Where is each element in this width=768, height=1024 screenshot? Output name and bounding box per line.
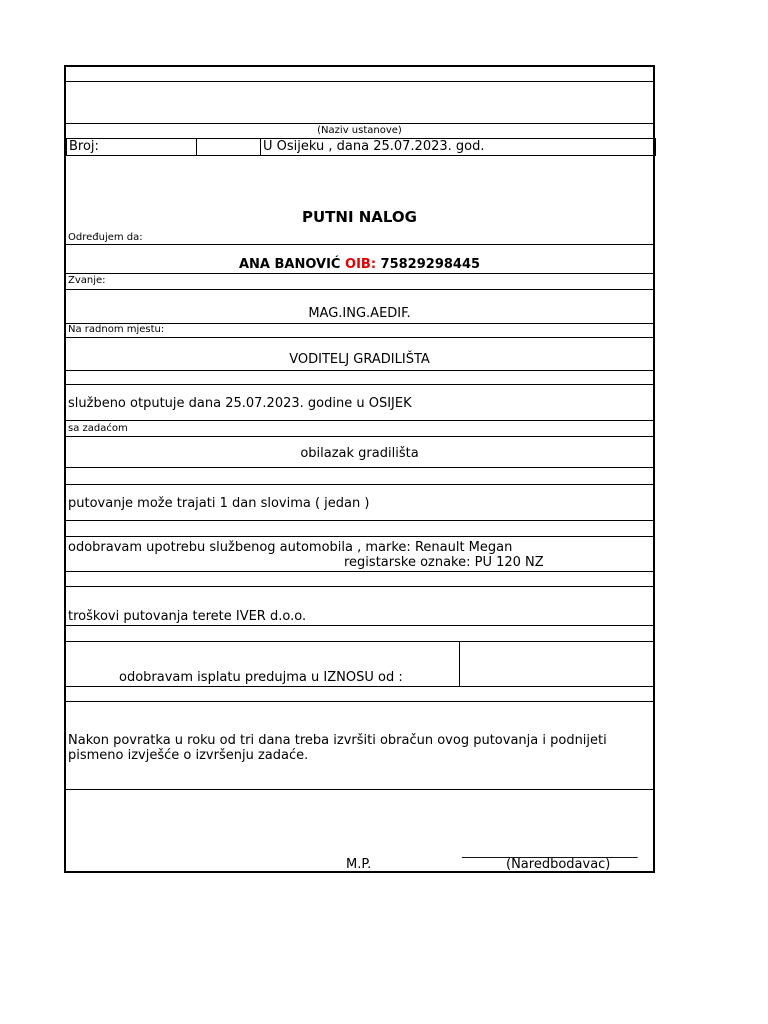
- divider: [66, 123, 653, 124]
- duration-text: putovanje može trajati 1 dan slovima ( jedan ): [68, 496, 370, 511]
- vehicle-line1: odobravam upotrebu službenog automobila , marke: Renault Megan: [68, 540, 513, 555]
- divider: [66, 420, 653, 421]
- person-label: Određujem da:: [68, 232, 143, 243]
- advance-text: odobravam isplatu predujma u IZNOSU od :: [119, 670, 403, 685]
- divider: [66, 789, 653, 790]
- issuer-label: (Naredbodavac): [506, 857, 611, 872]
- institution-label: (Naziv ustanove): [317, 125, 402, 136]
- divider: [66, 370, 653, 371]
- divider: [66, 536, 653, 537]
- place-date: U Osijeku , dana 25.07.2023. god.: [263, 139, 485, 154]
- note-line1: Nakon povratka u roku od tri dana treba izvršiti obračun ovog putovanja i podnijeti: [68, 733, 607, 748]
- divider: [66, 701, 653, 702]
- travel-text: službeno otputuje dana 25.07.2023. godine u OSIJEK: [68, 396, 412, 411]
- person-name: ANA BANOVIĆ: [238, 257, 341, 272]
- divider: [66, 586, 653, 587]
- person-line: [66, 258, 653, 271]
- divider: [66, 81, 653, 82]
- divider: [66, 289, 653, 290]
- page-title: PUTNI NALOG: [301, 208, 417, 226]
- oib-label: OIB:: [345, 257, 377, 272]
- divider: [66, 436, 653, 437]
- vehicle-line2: registarske oznake: PU 120 NZ: [344, 555, 544, 570]
- stamp-label: M.P.: [346, 857, 372, 872]
- task-value: obilazak gradilišta: [300, 446, 419, 461]
- note-line2: pismeno izvješće o izvršenju zadaće.: [68, 748, 309, 763]
- travel-order-form: [64, 65, 655, 873]
- divider: [66, 484, 653, 485]
- divider: [66, 337, 653, 338]
- divider: [66, 384, 653, 385]
- divider: [66, 273, 653, 274]
- divider: [66, 571, 653, 572]
- divider: [66, 467, 653, 468]
- divider: [66, 244, 653, 245]
- workplace-value: VODITELJ GRADILIŠTA: [289, 352, 430, 367]
- broj-label: Broj:: [69, 139, 99, 154]
- workplace-label: Na radnom mjestu:: [68, 324, 165, 335]
- title-label: Zvanje:: [68, 275, 106, 286]
- divider: [66, 520, 653, 521]
- signature-line: ___________________________: [462, 844, 638, 859]
- title-value: MAG.ING.AEDIF.: [308, 306, 411, 321]
- divider: [66, 686, 653, 687]
- broj-field[interactable]: [66, 138, 197, 156]
- oib-value: 75829298445: [380, 257, 481, 272]
- costs-text: troškovi putovanja terete IVER d.o.o.: [68, 609, 307, 624]
- place-date-field: [260, 138, 656, 156]
- advance-divider: [459, 641, 460, 686]
- divider: [66, 625, 653, 626]
- task-label: sa zadaćom: [68, 423, 128, 434]
- divider: [66, 641, 653, 642]
